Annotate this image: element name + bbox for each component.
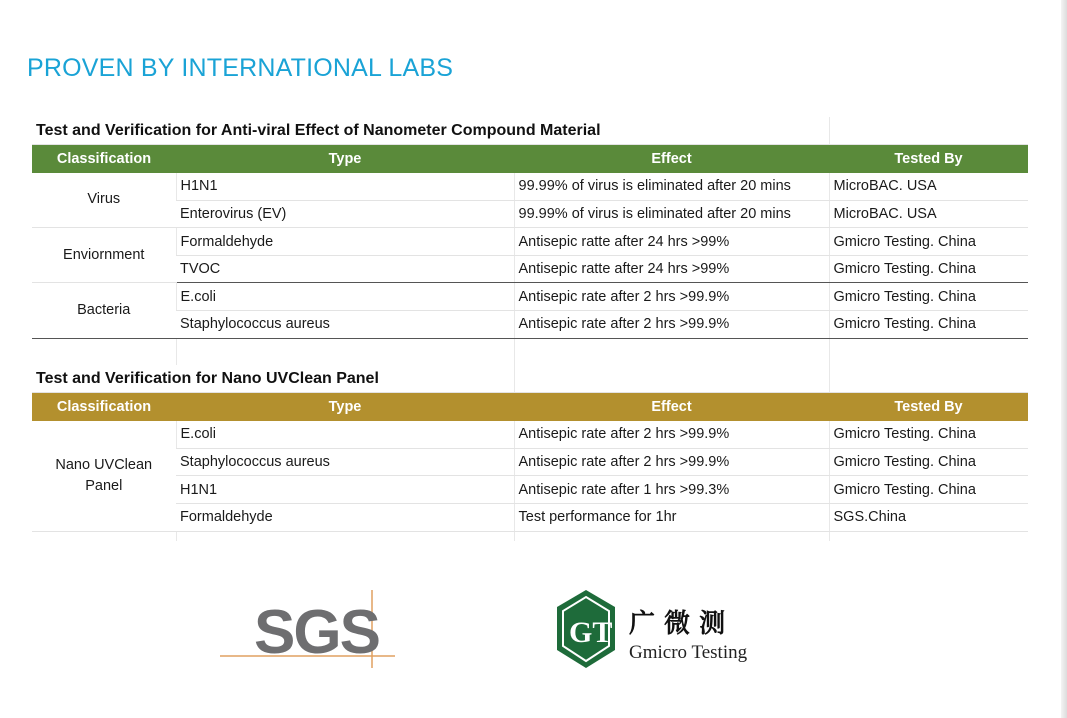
tested-by-cell: SGS.China xyxy=(829,504,1028,532)
type-cell: H1N1 xyxy=(176,476,514,504)
type-cell: Formaldehyde xyxy=(176,228,514,256)
classification-cell: Bacteria xyxy=(32,283,176,338)
tested-by-cell: Gmicro Testing. China xyxy=(829,448,1028,476)
blank-row xyxy=(32,338,1028,365)
effect-cell: Antisepic rate after 2 hrs >99.9% xyxy=(514,448,829,476)
type-cell: Formaldehyde xyxy=(176,504,514,532)
table-row xyxy=(32,255,1028,283)
tested-by-cell: Gmicro Testing. China xyxy=(829,255,1028,283)
table-row xyxy=(32,283,1028,311)
table2-title-row xyxy=(32,365,1028,393)
page-heading: PROVEN BY INTERNATIONAL LABS xyxy=(27,54,454,82)
spreadsheet xyxy=(32,117,1028,541)
table1-header-effect: Effect xyxy=(514,145,829,173)
effect-cell: Antisepic ratte after 24 hrs >99% xyxy=(514,228,829,256)
effect-cell: Test performance for 1hr xyxy=(514,504,829,532)
sgs-logo-text: SGS xyxy=(254,598,379,667)
table-row xyxy=(32,228,1028,256)
type-cell: Enterovirus (EV) xyxy=(176,200,514,228)
tested-by-cell: Gmicro Testing. China xyxy=(829,476,1028,504)
effect-cell: Antisepic rate after 2 hrs >99.9% xyxy=(514,421,829,449)
table2-header-row xyxy=(32,393,1028,421)
gmicro-cn-name: 广 微 测 xyxy=(629,609,726,639)
blank-row xyxy=(32,531,1028,541)
effect-cell: 99.99% of virus is eliminated after 20 mins xyxy=(514,173,829,201)
type-cell: Staphylococcus aureus xyxy=(176,448,514,476)
type-cell: TVOC xyxy=(176,255,514,283)
gmicro-logo xyxy=(553,588,753,670)
table-row xyxy=(32,311,1028,339)
table1-title-row xyxy=(32,117,1028,145)
tested-by-cell: Gmicro Testing. China xyxy=(829,228,1028,256)
table-row xyxy=(32,504,1028,532)
classification-cell: Nano UVClean Panel xyxy=(32,421,176,531)
table1-header-tested-by: Tested By xyxy=(829,145,1028,173)
type-cell: Staphylococcus aureus xyxy=(176,311,514,339)
table2-header-type: Type xyxy=(176,393,514,421)
effect-cell: Antisepic rate after 2 hrs >99.9% xyxy=(514,283,829,311)
lab-logos xyxy=(0,580,1067,680)
table-row xyxy=(32,448,1028,476)
table1-header-type: Type xyxy=(176,145,514,173)
table1-header-classification: Classification xyxy=(32,145,176,173)
tested-by-cell: Gmicro Testing. China xyxy=(829,283,1028,311)
tested-by-cell: MicroBAC. USA xyxy=(829,200,1028,228)
table-row xyxy=(32,476,1028,504)
results-table xyxy=(32,117,1028,541)
table2-header-tested-by: Tested By xyxy=(829,393,1028,421)
table2-header-classification: Classification xyxy=(32,393,176,421)
table2-header-effect: Effect xyxy=(514,393,829,421)
effect-cell: Antisepic rate after 1 hrs >99.3% xyxy=(514,476,829,504)
table1-title: Test and Verification for Anti-viral Effect of Nanometer Compound Material xyxy=(32,117,829,145)
table-row xyxy=(32,173,1028,201)
table1-header-row xyxy=(32,145,1028,173)
classification-cell: Virus xyxy=(32,173,176,228)
type-cell: E.coli xyxy=(176,283,514,311)
table-row xyxy=(32,200,1028,228)
tested-by-cell: Gmicro Testing. China xyxy=(829,311,1028,339)
sgs-logo xyxy=(220,588,395,670)
table2-title: Test and Verification for Nano UVClean Panel xyxy=(32,365,514,393)
classification-cell: Enviornment xyxy=(32,228,176,283)
effect-cell: 99.99% of virus is eliminated after 20 mins xyxy=(514,200,829,228)
tested-by-cell: Gmicro Testing. China xyxy=(829,421,1028,449)
tested-by-cell: MicroBAC. USA xyxy=(829,173,1028,201)
type-cell: H1N1 xyxy=(176,173,514,201)
table-row xyxy=(32,421,1028,449)
effect-cell: Antisepic ratte after 24 hrs >99% xyxy=(514,255,829,283)
type-cell: E.coli xyxy=(176,421,514,449)
effect-cell: Antisepic rate after 2 hrs >99.9% xyxy=(514,311,829,339)
gmicro-en-name: Gmicro Testing xyxy=(629,642,748,663)
gmicro-mark: GT xyxy=(569,616,613,649)
